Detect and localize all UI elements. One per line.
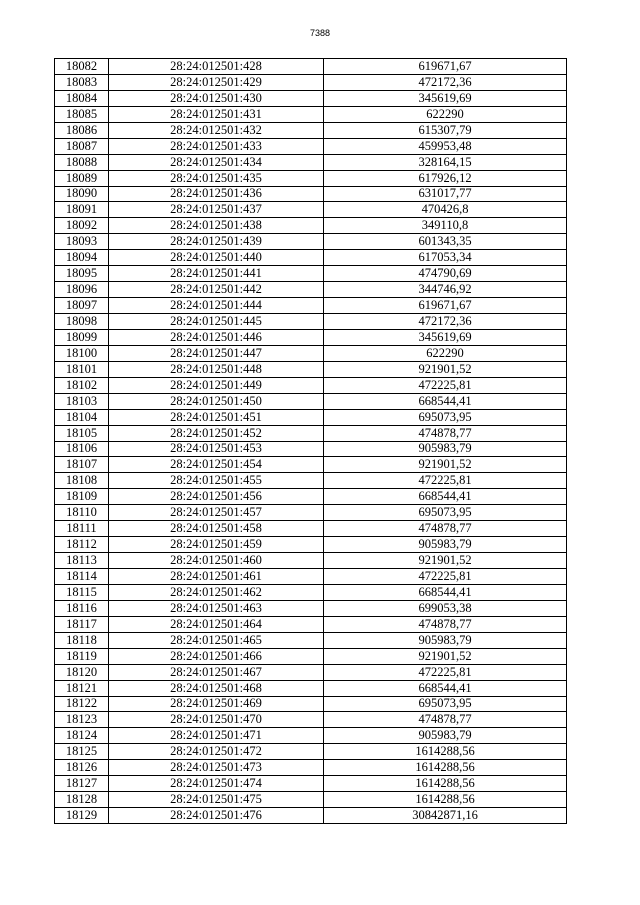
cadastral-number-cell: 28:24:012501:470 [109, 712, 324, 728]
table-row [55, 329, 567, 345]
table-row [55, 138, 567, 154]
row-number-cell: 18121 [55, 680, 109, 696]
table-row [55, 744, 567, 760]
table-row [55, 712, 567, 728]
table-row [55, 345, 567, 361]
row-number-cell: 18102 [55, 377, 109, 393]
table-row [55, 584, 567, 600]
cadastral-number-cell: 28:24:012501:444 [109, 298, 324, 314]
table-row [55, 696, 567, 712]
value-cell: 619671,67 [324, 298, 567, 314]
value-cell: 474878,77 [324, 616, 567, 632]
row-number-cell: 18114 [55, 569, 109, 585]
table-row [55, 202, 567, 218]
cadastral-number-cell: 28:24:012501:459 [109, 537, 324, 553]
table-row [55, 537, 567, 553]
cadastral-number-cell: 28:24:012501:452 [109, 425, 324, 441]
table-row [55, 377, 567, 393]
value-cell: 668544,41 [324, 584, 567, 600]
value-cell: 905983,79 [324, 537, 567, 553]
row-number-cell: 18122 [55, 696, 109, 712]
cadastral-number-cell: 28:24:012501:441 [109, 266, 324, 282]
cadastral-number-cell: 28:24:012501:461 [109, 569, 324, 585]
cadastral-number-cell: 28:24:012501:449 [109, 377, 324, 393]
table-row [55, 600, 567, 616]
cadastral-number-cell: 28:24:012501:436 [109, 186, 324, 202]
row-number-cell: 18120 [55, 664, 109, 680]
value-cell: 695073,95 [324, 505, 567, 521]
value-cell: 472225,81 [324, 569, 567, 585]
value-cell: 921901,52 [324, 457, 567, 473]
registry-table [54, 58, 567, 824]
row-number-cell: 18128 [55, 792, 109, 808]
value-cell: 617053,34 [324, 250, 567, 266]
table-row [55, 361, 567, 377]
row-number-cell: 18117 [55, 616, 109, 632]
row-number-cell: 18099 [55, 329, 109, 345]
value-cell: 1614288,56 [324, 744, 567, 760]
value-cell: 474790,69 [324, 266, 567, 282]
row-number-cell: 18104 [55, 409, 109, 425]
row-number-cell: 18096 [55, 282, 109, 298]
table-row [55, 441, 567, 457]
cadastral-number-cell: 28:24:012501:451 [109, 409, 324, 425]
cadastral-number-cell: 28:24:012501:465 [109, 632, 324, 648]
table-row [55, 792, 567, 808]
value-cell: 474878,77 [324, 521, 567, 537]
row-number-cell: 18090 [55, 186, 109, 202]
table-row [55, 59, 567, 75]
table-row [55, 648, 567, 664]
table-row [55, 186, 567, 202]
value-cell: 905983,79 [324, 632, 567, 648]
value-cell: 695073,95 [324, 409, 567, 425]
value-cell: 472225,81 [324, 377, 567, 393]
table-row [55, 521, 567, 537]
cadastral-number-cell: 28:24:012501:445 [109, 314, 324, 330]
cadastral-number-cell: 28:24:012501:464 [109, 616, 324, 632]
row-number-cell: 18124 [55, 728, 109, 744]
cadastral-number-cell: 28:24:012501:437 [109, 202, 324, 218]
cadastral-number-cell: 28:24:012501:442 [109, 282, 324, 298]
table-row [55, 298, 567, 314]
value-cell: 459953,48 [324, 138, 567, 154]
table-row [55, 90, 567, 106]
cadastral-number-cell: 28:24:012501:471 [109, 728, 324, 744]
row-number-cell: 18103 [55, 393, 109, 409]
cadastral-number-cell: 28:24:012501:446 [109, 329, 324, 345]
row-number-cell: 18084 [55, 90, 109, 106]
row-number-cell: 18100 [55, 345, 109, 361]
value-cell: 472225,81 [324, 473, 567, 489]
row-number-cell: 18093 [55, 234, 109, 250]
value-cell: 345619,69 [324, 329, 567, 345]
cadastral-number-cell: 28:24:012501:468 [109, 680, 324, 696]
value-cell: 622290 [324, 345, 567, 361]
value-cell: 472225,81 [324, 664, 567, 680]
row-number-cell: 18097 [55, 298, 109, 314]
table-row [55, 282, 567, 298]
value-cell: 474878,77 [324, 712, 567, 728]
table-row [55, 632, 567, 648]
table-row [55, 505, 567, 521]
value-cell: 617926,12 [324, 170, 567, 186]
value-cell: 695073,95 [324, 696, 567, 712]
table-row [55, 616, 567, 632]
value-cell: 699053,38 [324, 600, 567, 616]
cadastral-number-cell: 28:24:012501:458 [109, 521, 324, 537]
value-cell: 328164,15 [324, 154, 567, 170]
value-cell: 345619,69 [324, 90, 567, 106]
cadastral-number-cell: 28:24:012501:460 [109, 553, 324, 569]
cadastral-number-cell: 28:24:012501:453 [109, 441, 324, 457]
cadastral-number-cell: 28:24:012501:429 [109, 74, 324, 90]
table-row [55, 457, 567, 473]
row-number-cell: 18087 [55, 138, 109, 154]
value-cell: 349110,8 [324, 218, 567, 234]
table-row [55, 266, 567, 282]
table-row [55, 425, 567, 441]
table-row [55, 728, 567, 744]
value-cell: 1614288,56 [324, 776, 567, 792]
cadastral-number-cell: 28:24:012501:432 [109, 122, 324, 138]
value-cell: 344746,92 [324, 282, 567, 298]
row-number-cell: 18088 [55, 154, 109, 170]
cadastral-number-cell: 28:24:012501:450 [109, 393, 324, 409]
cadastral-number-cell: 28:24:012501:456 [109, 489, 324, 505]
value-cell: 921901,52 [324, 648, 567, 664]
cadastral-number-cell: 28:24:012501:475 [109, 792, 324, 808]
row-number-cell: 18105 [55, 425, 109, 441]
row-number-cell: 18101 [55, 361, 109, 377]
table-row [55, 170, 567, 186]
value-cell: 668544,41 [324, 489, 567, 505]
row-number-cell: 18107 [55, 457, 109, 473]
cadastral-number-cell: 28:24:012501:430 [109, 90, 324, 106]
row-number-cell: 18111 [55, 521, 109, 537]
value-cell: 601343,35 [324, 234, 567, 250]
table-row [55, 808, 567, 824]
cadastral-number-cell: 28:24:012501:473 [109, 760, 324, 776]
table-row [55, 314, 567, 330]
cadastral-number-cell: 28:24:012501:428 [109, 59, 324, 75]
value-cell: 472172,36 [324, 314, 567, 330]
table-row [55, 234, 567, 250]
table-row [55, 760, 567, 776]
row-number-cell: 18095 [55, 266, 109, 282]
table-row [55, 776, 567, 792]
row-number-cell: 18092 [55, 218, 109, 234]
cadastral-number-cell: 28:24:012501:454 [109, 457, 324, 473]
cadastral-number-cell: 28:24:012501:469 [109, 696, 324, 712]
table-row [55, 250, 567, 266]
cadastral-number-cell: 28:24:012501:435 [109, 170, 324, 186]
row-number-cell: 18083 [55, 74, 109, 90]
row-number-cell: 18119 [55, 648, 109, 664]
row-number-cell: 18085 [55, 106, 109, 122]
table-row [55, 74, 567, 90]
table-row [55, 473, 567, 489]
table-row [55, 489, 567, 505]
value-cell: 1614288,56 [324, 760, 567, 776]
row-number-cell: 18129 [55, 808, 109, 824]
cadastral-number-cell: 28:24:012501:448 [109, 361, 324, 377]
row-number-cell: 18094 [55, 250, 109, 266]
row-number-cell: 18112 [55, 537, 109, 553]
table-row [55, 680, 567, 696]
value-cell: 905983,79 [324, 728, 567, 744]
row-number-cell: 18126 [55, 760, 109, 776]
value-cell: 1614288,56 [324, 792, 567, 808]
row-number-cell: 18118 [55, 632, 109, 648]
row-number-cell: 18116 [55, 600, 109, 616]
value-cell: 631017,77 [324, 186, 567, 202]
value-cell: 668544,41 [324, 393, 567, 409]
row-number-cell: 18115 [55, 584, 109, 600]
value-cell: 615307,79 [324, 122, 567, 138]
cadastral-number-cell: 28:24:012501:466 [109, 648, 324, 664]
value-cell: 474878,77 [324, 425, 567, 441]
value-cell: 921901,52 [324, 553, 567, 569]
value-cell: 905983,79 [324, 441, 567, 457]
cadastral-number-cell: 28:24:012501:434 [109, 154, 324, 170]
row-number-cell: 18113 [55, 553, 109, 569]
row-number-cell: 18086 [55, 122, 109, 138]
value-cell: 619671,67 [324, 59, 567, 75]
value-cell: 622290 [324, 106, 567, 122]
table-row [55, 154, 567, 170]
table-row [55, 122, 567, 138]
row-number-cell: 18106 [55, 441, 109, 457]
cadastral-number-cell: 28:24:012501:440 [109, 250, 324, 266]
table-row [55, 393, 567, 409]
table-row [55, 553, 567, 569]
value-cell: 921901,52 [324, 361, 567, 377]
cadastral-number-cell: 28:24:012501:463 [109, 600, 324, 616]
table-row [55, 106, 567, 122]
cadastral-number-cell: 28:24:012501:476 [109, 808, 324, 824]
row-number-cell: 18108 [55, 473, 109, 489]
cadastral-number-cell: 28:24:012501:462 [109, 584, 324, 600]
page-number: 7388 [309, 28, 331, 38]
row-number-cell: 18110 [55, 505, 109, 521]
cadastral-number-cell: 28:24:012501:439 [109, 234, 324, 250]
table-row [55, 218, 567, 234]
row-number-cell: 18089 [55, 170, 109, 186]
row-number-cell: 18109 [55, 489, 109, 505]
row-number-cell: 18125 [55, 744, 109, 760]
row-number-cell: 18082 [55, 59, 109, 75]
value-cell: 472172,36 [324, 74, 567, 90]
cadastral-number-cell: 28:24:012501:472 [109, 744, 324, 760]
table-row [55, 409, 567, 425]
cadastral-number-cell: 28:24:012501:455 [109, 473, 324, 489]
row-number-cell: 18127 [55, 776, 109, 792]
cadastral-number-cell: 28:24:012501:438 [109, 218, 324, 234]
row-number-cell: 18098 [55, 314, 109, 330]
cadastral-number-cell: 28:24:012501:474 [109, 776, 324, 792]
value-cell: 668544,41 [324, 680, 567, 696]
cadastral-number-cell: 28:24:012501:431 [109, 106, 324, 122]
cadastral-number-cell: 28:24:012501:447 [109, 345, 324, 361]
value-cell: 30842871,16 [324, 808, 567, 824]
cadastral-number-cell: 28:24:012501:457 [109, 505, 324, 521]
row-number-cell: 18123 [55, 712, 109, 728]
cadastral-number-cell: 28:24:012501:433 [109, 138, 324, 154]
table-row [55, 569, 567, 585]
cadastral-number-cell: 28:24:012501:467 [109, 664, 324, 680]
table-row [55, 664, 567, 680]
row-number-cell: 18091 [55, 202, 109, 218]
registry-table-body [55, 59, 567, 824]
value-cell: 470426,8 [324, 202, 567, 218]
